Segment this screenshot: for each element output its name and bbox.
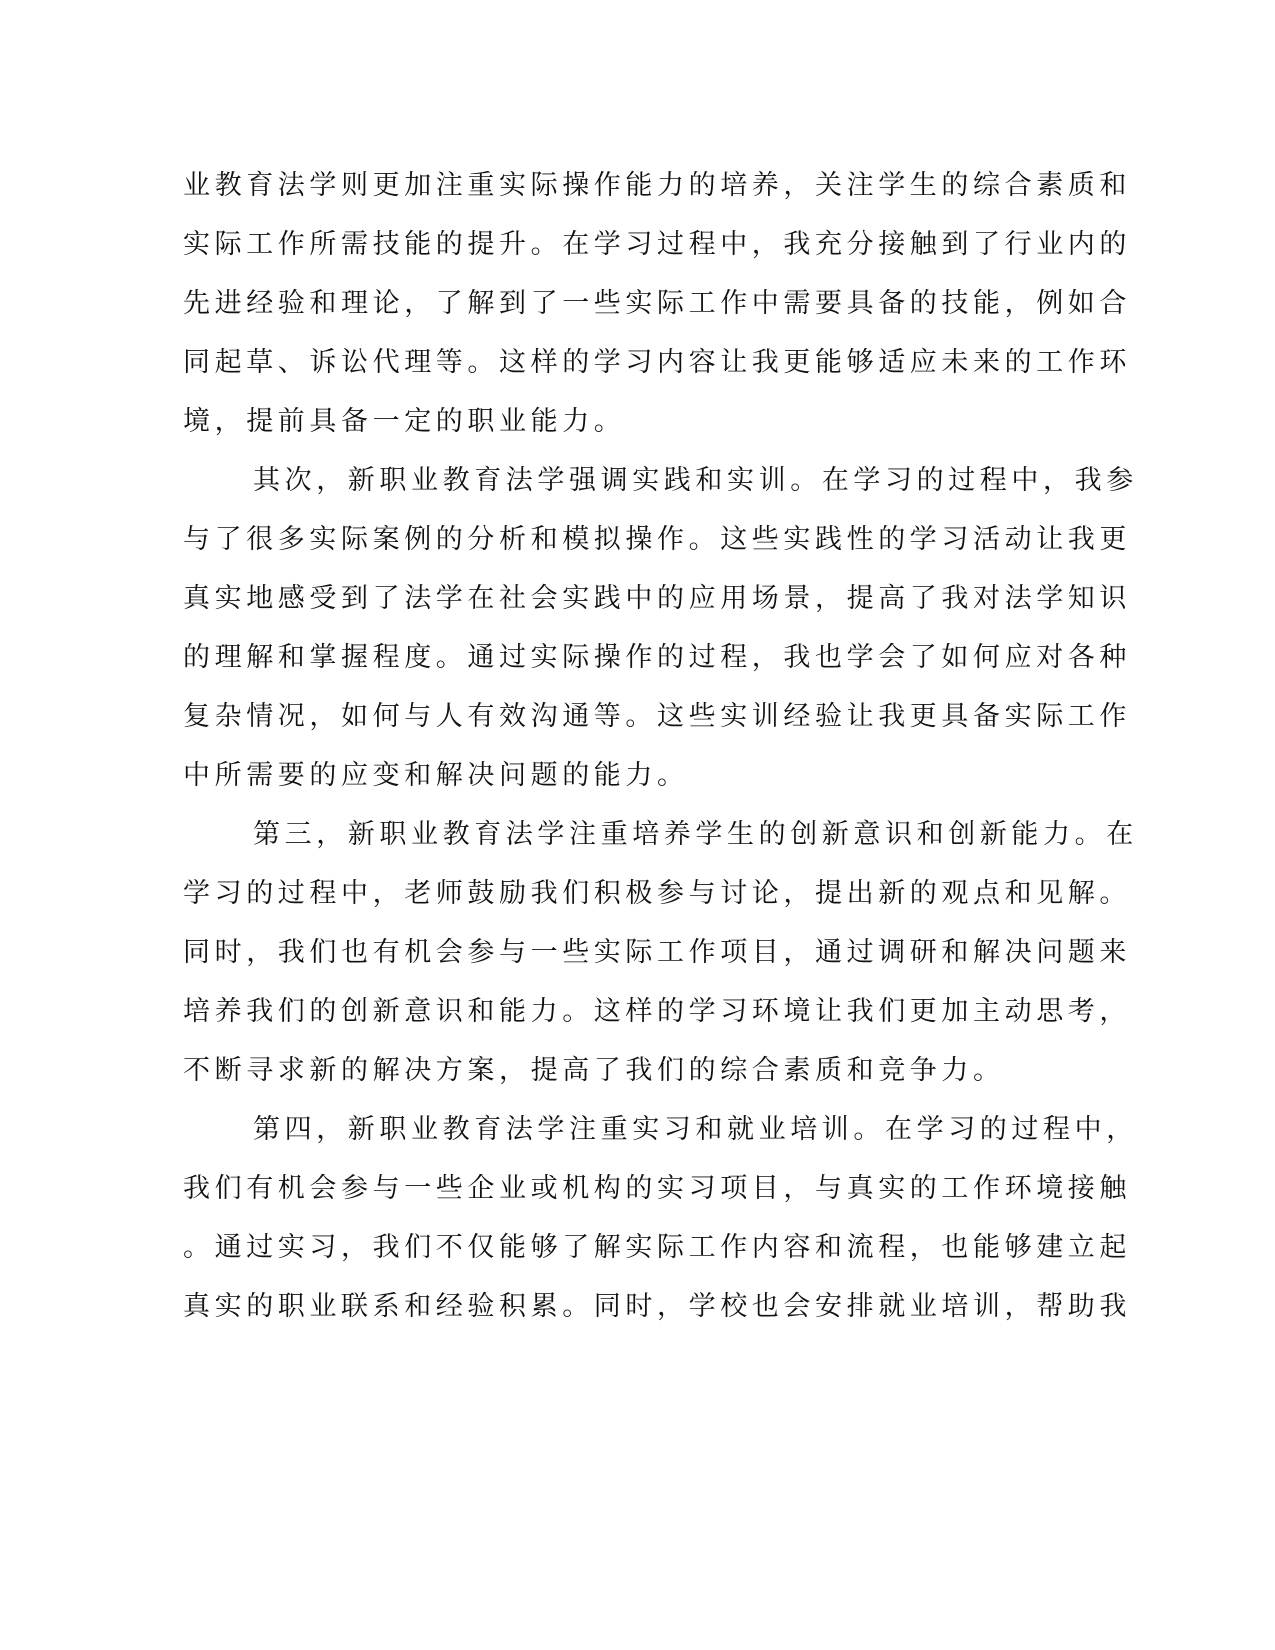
text-line: 实际工作所需技能的提升。在学习过程中，我充分接触到了行业内的 bbox=[183, 229, 1131, 260]
text-line: 境，提前具备一定的职业能力。 bbox=[183, 406, 626, 437]
text-line: 的理解和掌握程度。通过实际操作的过程，我也学会了如何应对各种 bbox=[183, 642, 1131, 673]
text-line: 真实的职业联系和经验积累。同时，学校也会安排就业培训，帮助我 bbox=[183, 1291, 1131, 1322]
text-line: 先进经验和理论，了解到了一些实际工作中需要具备的技能，例如合 bbox=[183, 288, 1131, 319]
paragraph-first-line: 第四，新职业教育法学注重实习和就业培训。在学习的过程中， bbox=[253, 1114, 1138, 1145]
text-line: 与了很多实际案例的分析和模拟操作。这些实践性的学习活动让我更 bbox=[183, 524, 1131, 555]
text-line: 同时，我们也有机会参与一些实际工作项目，通过调研和解决问题来 bbox=[183, 937, 1131, 968]
text-line: 我们有机会参与一些企业或机构的实习项目，与真实的工作环境接触 bbox=[183, 1173, 1131, 1204]
text-line: 业教育法学则更加注重实际操作能力的培养，关注学生的综合素质和 bbox=[183, 170, 1131, 201]
paragraph-first-line: 其次，新职业教育法学强调实践和实训。在学习的过程中，我参 bbox=[253, 465, 1138, 496]
paragraph-first-line: 第三，新职业教育法学注重培养学生的创新意识和创新能力。在 bbox=[253, 819, 1138, 850]
text-line: 。通过实习，我们不仅能够了解实际工作内容和流程，也能够建立起 bbox=[183, 1232, 1131, 1263]
text-line: 同起草、诉讼代理等。这样的学习内容让我更能够适应未来的工作环 bbox=[183, 347, 1131, 378]
text-line: 中所需要的应变和解决问题的能力。 bbox=[183, 760, 689, 791]
text-line: 复杂情况，如何与人有效沟通等。这些实训经验让我更具备实际工作 bbox=[183, 701, 1131, 732]
text-line: 培养我们的创新意识和能力。这样的学习环境让我们更加主动思考， bbox=[183, 996, 1131, 1027]
text-line: 真实地感受到了法学在社会实践中的应用场景，提高了我对法学知识 bbox=[183, 583, 1131, 614]
body-text bbox=[183, 156, 1138, 1336]
text-line: 学习的过程中，老师鼓励我们积极参与讨论，提出新的观点和见解。 bbox=[183, 878, 1131, 909]
text-line: 不断寻求新的解决方案，提高了我们的综合素质和竞争力。 bbox=[183, 1055, 1005, 1086]
